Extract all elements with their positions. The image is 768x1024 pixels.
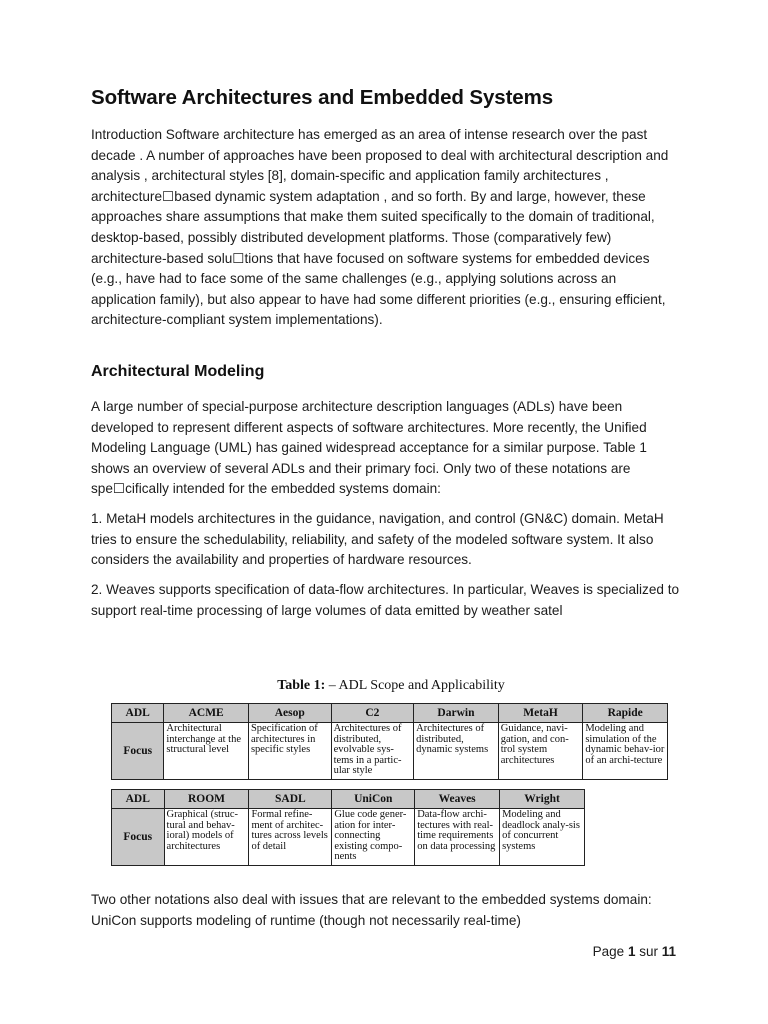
table-header-cell: Darwin xyxy=(414,704,499,723)
table-header-cell: SADL xyxy=(249,790,332,809)
table-2-header-row xyxy=(112,790,585,809)
table-1-focus-row xyxy=(112,723,668,780)
table-header-cell: Aesop xyxy=(248,704,331,723)
figure-title-text: – ADL Scope and Applicability xyxy=(325,678,505,693)
table-cell: Architectures of distributed, evolvable sys-tems in a partic-ular style xyxy=(331,723,414,780)
table-header-cell: UniCon xyxy=(332,790,415,809)
table-cell: Modeling and deadlock analy-sis of concurrent systems xyxy=(500,809,585,866)
table-row-label-focus: Focus xyxy=(112,809,165,866)
adl-table-figure xyxy=(111,672,671,872)
current-page-number: 1 xyxy=(627,944,636,959)
section-heading: Architectural Modeling xyxy=(91,363,265,380)
table-header-cell: Wright xyxy=(500,790,585,809)
table-cell: Specification of architectures in specific styles xyxy=(248,723,331,780)
adl-table-2 xyxy=(111,789,585,866)
list-item-weaves: 2. Weaves supports specification of data-flow architectures. In particular, Weaves is specialized to support real-time processing of large volumes of data emitted by weather satel xyxy=(91,582,680,618)
table-header-cell: ROOM xyxy=(164,790,249,809)
table-header-cell: ACME xyxy=(164,704,249,723)
adl-table-1 xyxy=(111,703,668,780)
table-cell: Architectural interchange at the structural level xyxy=(164,723,249,780)
table-2-focus-row xyxy=(112,809,585,866)
table-cell: Graphical (struc-tural and behav-ioral) models of architectures xyxy=(164,809,249,866)
table-header-cell: Weaves xyxy=(415,790,500,809)
table-cell: Data-flow archi-tectures with real-time requirements on data processing xyxy=(415,809,500,866)
table-cell: Formal refine-ment of architec-tures across levels of detail xyxy=(249,809,332,866)
table-header-cell: C2 xyxy=(331,704,414,723)
other-notations-paragraph: Two other notations also deal with issues that are relevant to the embedded systems domain: UniCon supports modeling of runtime (though not necessarily real-time) xyxy=(91,892,652,928)
footer-prefix: Page xyxy=(592,944,628,959)
adl-paragraph: A large number of special-purpose architecture description languages (ADLs) have been developed to represent different aspects of software architectures. More recently, the Unified Modeling Language (UML) has gained widespread acceptance for a similar purpose. Table 1 shows an overview of several ADLs and their primary foci. Only two of these notations are spe☐cifically intended for the embedded systems domain: xyxy=(91,399,647,497)
table-cell: Architectures of distributed, dynamic systems xyxy=(414,723,499,780)
footer-middle: sur xyxy=(635,944,662,959)
table-row-label-adl: ADL xyxy=(112,704,164,723)
list-item-metah: 1. MetaH models architectures in the guidance, navigation, and control (GN&C) domain. MetaH tries to ensure the schedulability, reliability, and safety of the modeled software system. It also considers the availability and properties of hardware resources. xyxy=(91,511,664,568)
intro-paragraph: Introduction Software architecture has emerged as an area of intense research over the past decade . A number of approaches have been proposed to deal with architectural description and analysis , architectural styles [8], domain-specific and application family architectures , architecture☐based dynamic system adaptation , and so forth. By and large, however, these approaches share assumptions that make them suited specifically to the domain of traditional, desktop-based, possibly distributed development platforms. Those (comparatively few) architecture-based solu☐tions that have focused on software systems for embedded devices (e.g., have had to face some of the same challenges (e.g., applying solutions across an application family), but also appear to have had some different priorities (e.g., ensuring efficient, architecture-compliant system implementations). xyxy=(91,127,669,328)
table-cell: Modeling and simulation of the dynamic behav-ior of an archi-tecture xyxy=(583,723,668,780)
table-cell: Glue code gener-ation for inter-connecting existing compo-nents xyxy=(332,809,415,866)
table-row-label-focus: Focus xyxy=(112,723,164,780)
table-cell: Guidance, navi-gation, and con-trol system architectures xyxy=(498,723,583,780)
table-row-label-adl: ADL xyxy=(112,790,165,809)
figure-title-label: Table 1: xyxy=(277,678,326,693)
total-page-count: 11 xyxy=(661,944,676,959)
page-footer xyxy=(593,944,676,959)
table-header-cell: MetaH xyxy=(498,704,583,723)
figure-title xyxy=(111,678,671,694)
table-header-cell: Rapide xyxy=(583,704,668,723)
table-1-header-row xyxy=(112,704,668,723)
document-title: Software Architectures and Embedded Systems xyxy=(91,86,554,109)
